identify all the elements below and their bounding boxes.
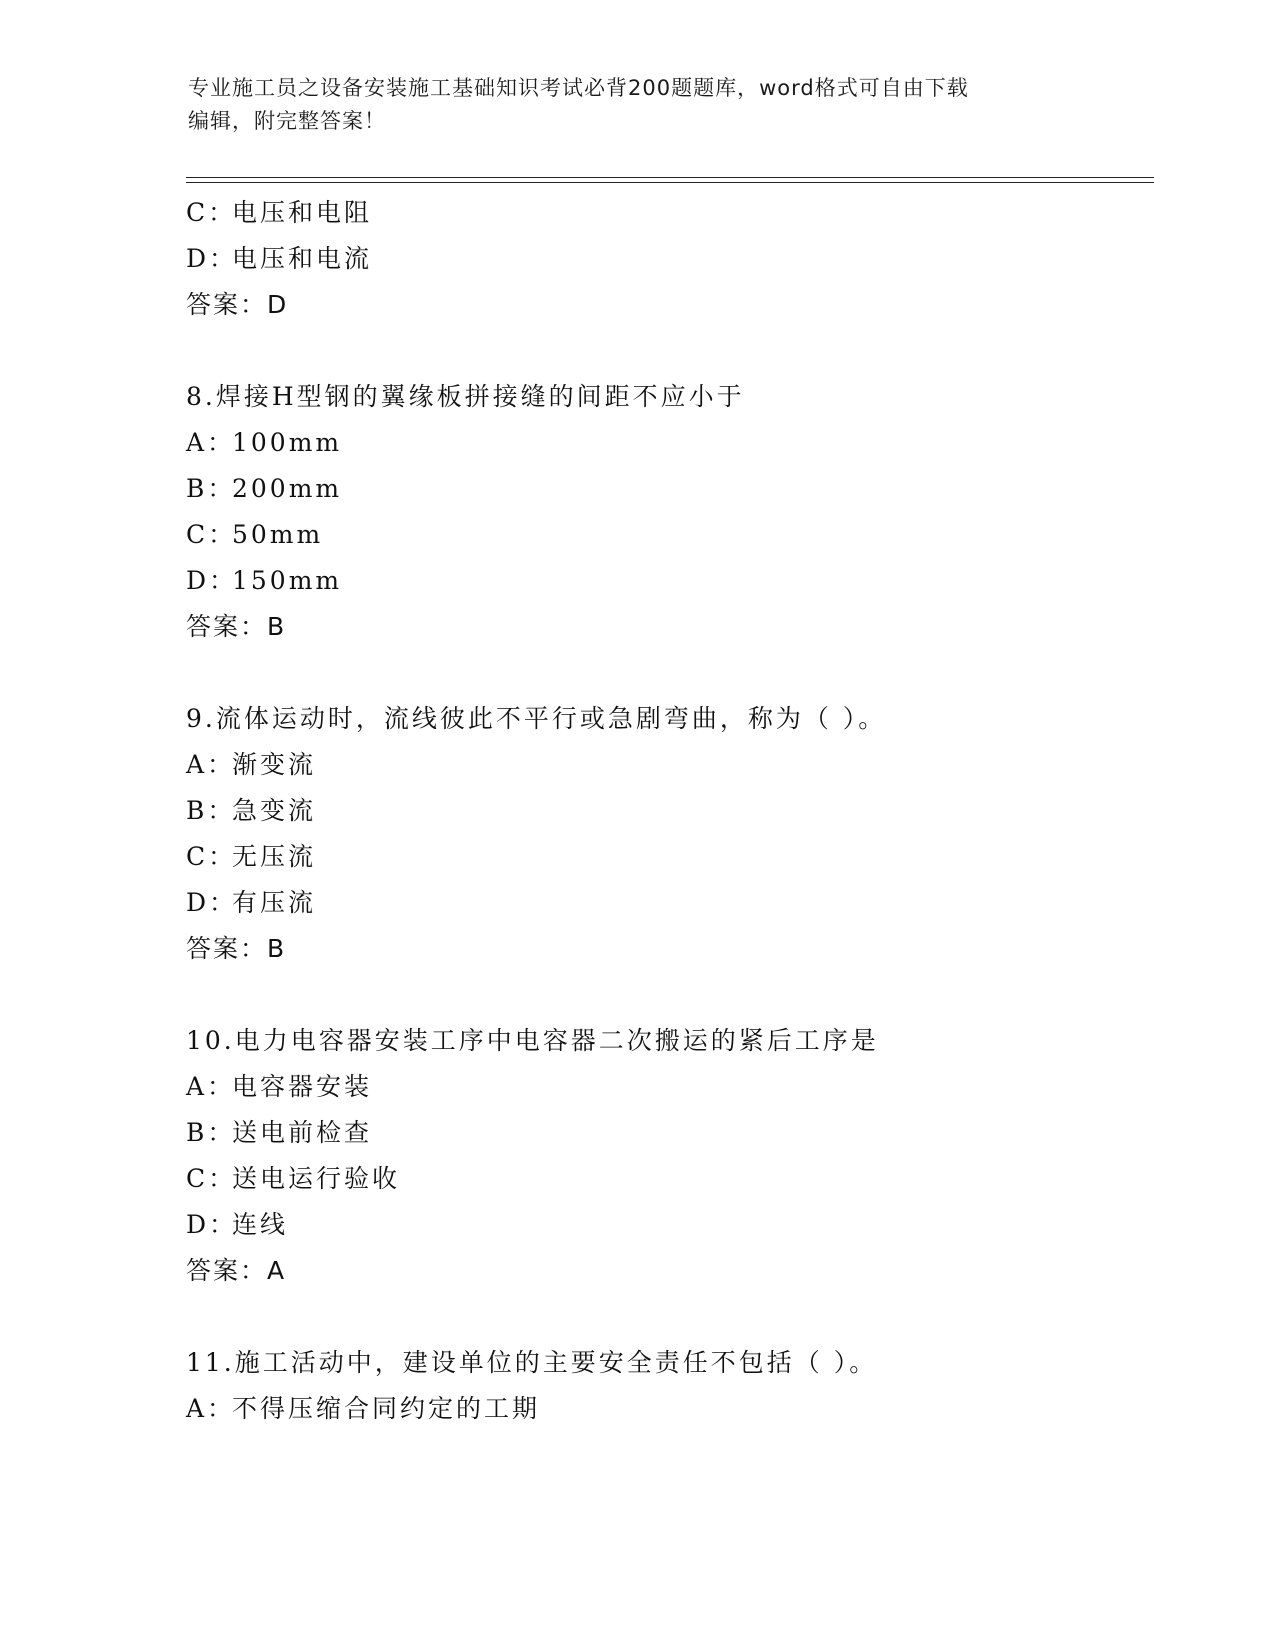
answer-line: 答案：A	[186, 1256, 287, 1285]
previous-question-continuation	[186, 190, 1166, 328]
document-header	[188, 72, 1088, 138]
question-list	[186, 190, 1166, 1432]
option-b: B：急变流	[186, 796, 317, 825]
option-b: B：200mm	[186, 474, 343, 503]
answer-line: 答案：B	[186, 934, 287, 963]
question-stem: 8.焊接H型钢的翼缘板拼接缝的间距不应小于	[186, 382, 745, 411]
option-a: A：渐变流	[186, 750, 317, 779]
question-stem: 11.施工活动中，建设单位的主要安全责任不包括（ ）。	[186, 1348, 878, 1377]
header-rule-bottom	[186, 182, 1154, 183]
option-d: D：有压流	[186, 888, 317, 917]
option-c: C：电压和电阻	[186, 198, 373, 227]
question-8	[186, 374, 1166, 650]
question-9	[186, 696, 1166, 972]
question-11	[186, 1340, 1166, 1432]
question-10	[186, 1018, 1166, 1294]
option-c: C：送电运行验收	[186, 1164, 401, 1193]
option-d: D：电压和电流	[186, 244, 373, 273]
answer-line: 答案：D	[186, 290, 289, 319]
header-rule-top	[186, 177, 1154, 178]
header-title-line-1: 专业施工员之设备安装施工基础知识考试必背200题题库，word格式可自由下载	[188, 76, 969, 100]
option-c: C：无压流	[186, 842, 317, 871]
answer-line: 答案：B	[186, 612, 287, 641]
option-d: D：连线	[186, 1210, 289, 1239]
question-stem: 10.电力电容器安装工序中电容器二次搬运的紧后工序是	[186, 1026, 879, 1055]
option-c: C：50mm	[186, 520, 324, 549]
option-b: B：送电前检查	[186, 1118, 373, 1147]
header-title-line-2: 编辑，附完整答案！	[188, 109, 386, 133]
question-stem: 9.流体运动时，流线彼此不平行或急剧弯曲，称为（ ）。	[186, 704, 887, 733]
option-a: A：100mm	[186, 428, 343, 457]
option-d: D：150mm	[186, 566, 343, 595]
option-a: A：电容器安装	[186, 1072, 373, 1101]
option-a: A：不得压缩合同约定的工期	[186, 1394, 541, 1423]
